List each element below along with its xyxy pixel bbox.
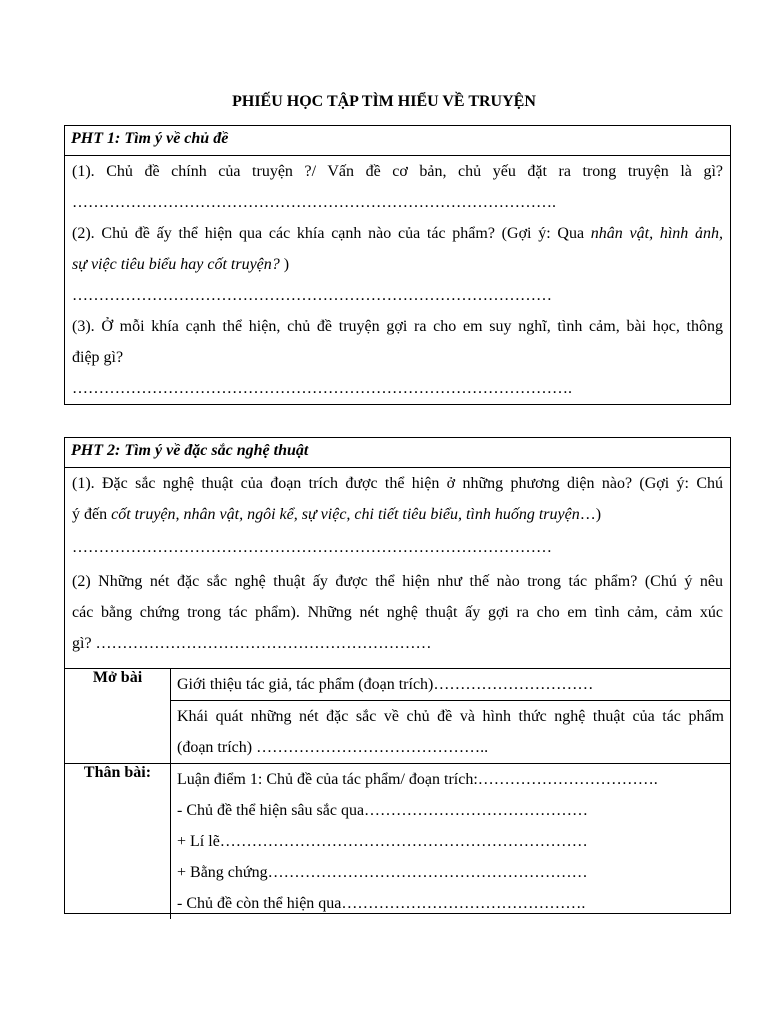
mo-bai-label: Mở bài — [65, 669, 171, 764]
outline-row-mo-bai-1 — [65, 669, 730, 701]
pht1-question-3-cont: điệp gì? — [72, 349, 124, 366]
than-bai-text-3: + Lí lẽ…………………………………………………………… — [177, 833, 588, 850]
pht1-body — [65, 156, 730, 404]
pht1-q2-hint: nhân vật, hình ảnh, — [590, 225, 723, 242]
page-title: PHIẾU HỌC TẬP TÌM HIỂU VỀ TRUYỆN — [232, 93, 536, 110]
than-bai-label: Thân bài: — [65, 764, 171, 920]
pht1-answer-line-3: …………………………………………………………………………………. — [72, 380, 572, 397]
pht2-q1-text: ý đến — [72, 506, 112, 523]
pht1-answer-line-1: ………………………………………………………………………………. — [72, 194, 556, 211]
pht1-answer-line-2: ……………………………………………………………………………… — [72, 287, 552, 304]
mo-bai-text-1: Giới thiệu tác giả, tác phẩm (đoạn trích)………………………… — [177, 676, 594, 693]
pht2-question-2-cont: các bằng chứng trong tác phẩm). Những nét nghệ thuật ấy gợi ra cho em tình cảm, cảm xúc — [72, 604, 723, 621]
pht1-question-1: (1). Chủ đề chính của truyện ?/ Vấn đề cơ bản, chủ yếu đặt ra trong truyện là gì? — [72, 163, 723, 180]
pht1-question-2-cont — [72, 249, 723, 280]
than-bai-text-5: - Chủ đề còn thể hiện qua………………………………………. — [177, 895, 586, 912]
pht1-q2-text: (2). Chủ đề ấy thể hiện qua các khía cạnh nào của tác phẩm? (Gợi ý: Qua — [72, 225, 591, 242]
pht2-body — [65, 468, 730, 659]
than-bai-text-4: + Bằng chứng…………………………………………………… — [177, 864, 588, 881]
pht2-q1-close: …) — [579, 506, 602, 523]
pht1-question-2 — [72, 218, 723, 249]
pht2-header: PHT 2: Tìm ý về đặc sắc nghệ thuật — [65, 438, 730, 468]
essay-outline-table — [65, 668, 730, 919]
pht2-question-1: (1). Đặc sắc nghệ thuật của đoạn trích được thể hiện ở những phương diện nào? (Gợi ý: Chú — [72, 475, 723, 492]
mo-bai-text-2: Khái quát những nét đặc sắc về chủ đề và hình thức nghệ thuật của tác phẩm — [177, 708, 724, 725]
pht2-question-2-end: gì? ……………………………………………………… — [72, 635, 432, 652]
mo-bai-item-1 — [171, 669, 731, 701]
pht1-q2-close: ) — [279, 256, 290, 273]
pht2-question-1-cont — [72, 499, 723, 530]
than-bai-text-1: Luận điểm 1: Chủ đề của tác phẩm/ đoạn trích:……………………………. — [177, 771, 658, 788]
pht1-box — [64, 125, 731, 405]
than-bai-items — [171, 764, 731, 920]
pht1-question-3: (3). Ở mỗi khía cạnh thể hiện, chủ đề truyện gợi ra cho em suy nghĩ, tình cảm, bài học, thông — [72, 318, 723, 335]
pht1-q2-hint-cont: sự việc tiêu biểu hay cốt truyện? — [72, 256, 280, 273]
pht2-question-2: (2) Những nét đặc sắc nghệ thuật ấy được thể hiện như thế nào trong tác phẩm? (Chú ý nêu — [72, 573, 723, 590]
mo-bai-text-2-cont: (đoạn trích) …………………………………….. — [177, 739, 489, 756]
outline-row-than-bai — [65, 764, 730, 920]
than-bai-text-2: - Chủ đề thể hiện sâu sắc qua…………………………………… — [177, 802, 589, 819]
pht2-box — [64, 437, 731, 914]
pht2-q1-hint: cốt truyện, nhân vật, ngôi kể, sự việc, chi tiết tiêu biểu, tình huống truyện — [111, 506, 580, 523]
mo-bai-item-2 — [171, 701, 731, 764]
pht1-header: PHT 1: Tìm ý về chủ đề — [65, 126, 730, 156]
pht2-answer-line-1: ……………………………………………………………………………… — [72, 539, 552, 556]
